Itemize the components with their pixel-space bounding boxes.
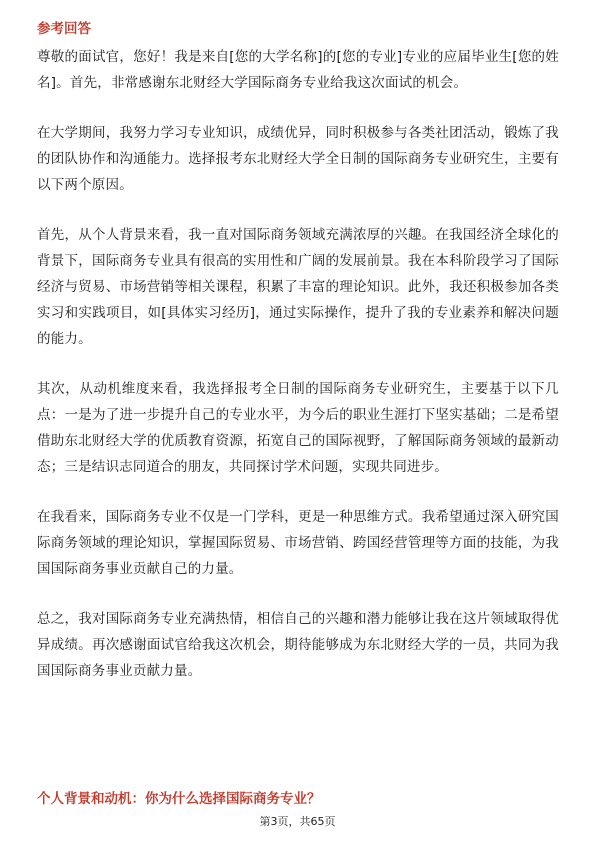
paragraph-view: 在我看来，国际商务专业不仅是一门学科，更是一种思维方式。我希望通过深入研究国际商务领域的理论知识，掌握国际贸易、市场营销、跨国经营管理等方面的技能，为我国国际商务事业贡献自己的力量。 [37, 509, 559, 577]
answer-section [37, 18, 559, 708]
paragraph-background: 首先，从个人背景来看，我一直对国际商务领域充满浓厚的兴趣。在我国经济全球化的背景下，国际商务专业具有很高的实用性和广阔的发展前景。我在本科阶段学习了国际经济与贸易、市场营销等相关课程，积累了丰富的理论知识。此外，我还积极参加各类实习和实践项目，如[具体实习经历]，通过实际操作，提升了我的专业素养和解决问题的能力。 [37, 227, 559, 347]
next-question-heading: 个人背景和动机：你为什么选择国际商务专业？ [37, 791, 321, 807]
paragraph-motivation: 其次，从动机维度来看，我选择报考全日制的国际商务专业研究生，主要基于以下几点：一是为了进一步提升自己的专业水平，为今后的职业生涯打下坚实基础；二是希望借助东北财经大学的优质教育资源，拓宽自己的国际视野，了解国际商务领域的最新动态；三是结识志同道合的朋友，共同探讨学术问题，实现共同进步。 [37, 381, 559, 475]
page-footer: 第3页，共65页 [259, 815, 336, 828]
paragraph-greeting: 尊敬的面试官，您好！我是来自[您的大学名称]的[您的专业]专业的应届毕业生[您的姓名]。首先，非常感谢东北财经大学国际商务专业给我这次面试的机会。 [37, 49, 559, 91]
section-label: 参考回答 [37, 21, 91, 37]
paragraph-university: 在大学期间，我努力学习专业知识，成绩优异，同时积极参与各类社团活动，锻炼了我的团队协作和沟通能力。选择报考东北财经大学全日制的国际商务专业研究生，主要有以下两个原因。 [37, 125, 559, 193]
paragraph-conclusion: 总之，我对国际商务专业充满热情，相信自己的兴趣和潜力能够让我在这片领域取得优异成绩。再次感谢面试官给我这次机会，期待能够成为东北财经大学的一员，共同为我国国际商务事业贡献力量。 [37, 611, 559, 679]
